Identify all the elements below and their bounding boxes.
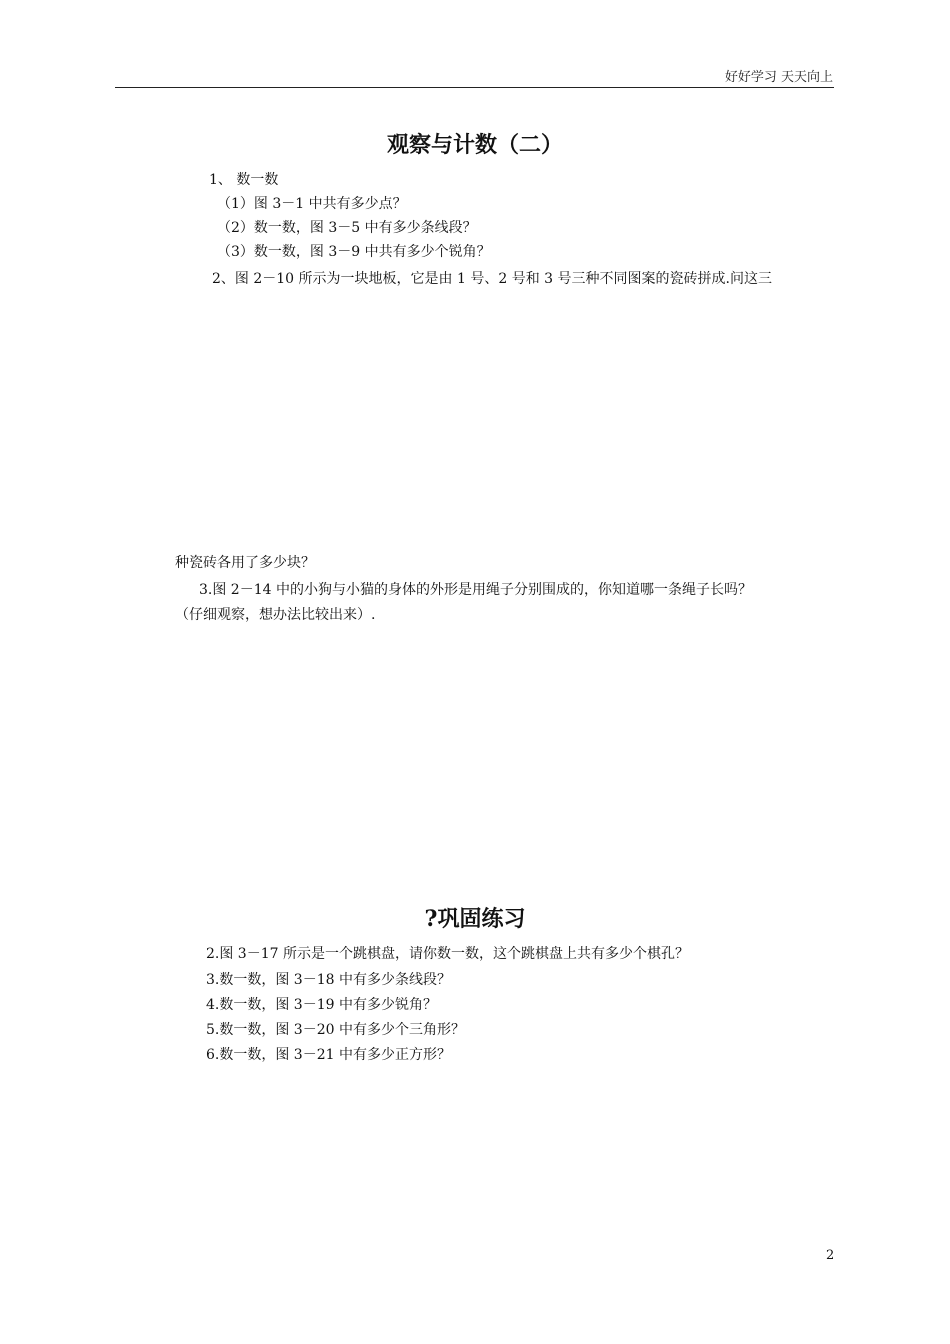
exercise-item: 6.数一数，图 3－21 中有多少正方形？ xyxy=(206,1047,451,1063)
question-1-item: （2）数一数，图 3－5 中有多少条线段？ xyxy=(217,220,477,236)
section-title: ?巩固练习 xyxy=(424,906,526,932)
question-1-item: （3）数一数，图 3－9 中共有多少个锐角？ xyxy=(217,244,491,260)
page-header: 好好学习 天天向上 xyxy=(724,70,833,85)
question-2-text-continued: 种瓷砖各用了多少块？ xyxy=(175,555,315,571)
exercise-item: 3.数一数，图 3－18 中有多少条线段？ xyxy=(206,972,451,988)
question-1-heading: 1、 数一数 xyxy=(209,172,279,188)
exercise-item: 2.图 3－17 所示是一个跳棋盘，请你数一数，这个跳棋盘上共有多少个棋孔？ xyxy=(206,946,689,962)
header-divider xyxy=(115,87,834,88)
question-1-item: （1）图 3－1 中共有多少点？ xyxy=(217,196,407,212)
exercise-item: 5.数一数，图 3－20 中有多少个三角形？ xyxy=(206,1022,465,1038)
page-title: 观察与计数（二） xyxy=(386,132,563,158)
question-3-text-continued: （仔细观察，想办法比较出来）. xyxy=(175,607,376,623)
exercise-item: 4.数一数，图 3－19 中有多少锐角？ xyxy=(206,997,437,1013)
question-2-text: 2、图 2－10 所示为一块地板，它是由 1 号、2 号和 3 号三种不同图案的瓷砖拼成.问这三 xyxy=(212,271,772,287)
page-number: 2 xyxy=(826,1248,835,1263)
question-3-text: 3.图 2－14 中的小狗与小猫的身体的外形是用绳子分别围成的，你知道哪一条绳子长吗？ xyxy=(199,582,752,598)
